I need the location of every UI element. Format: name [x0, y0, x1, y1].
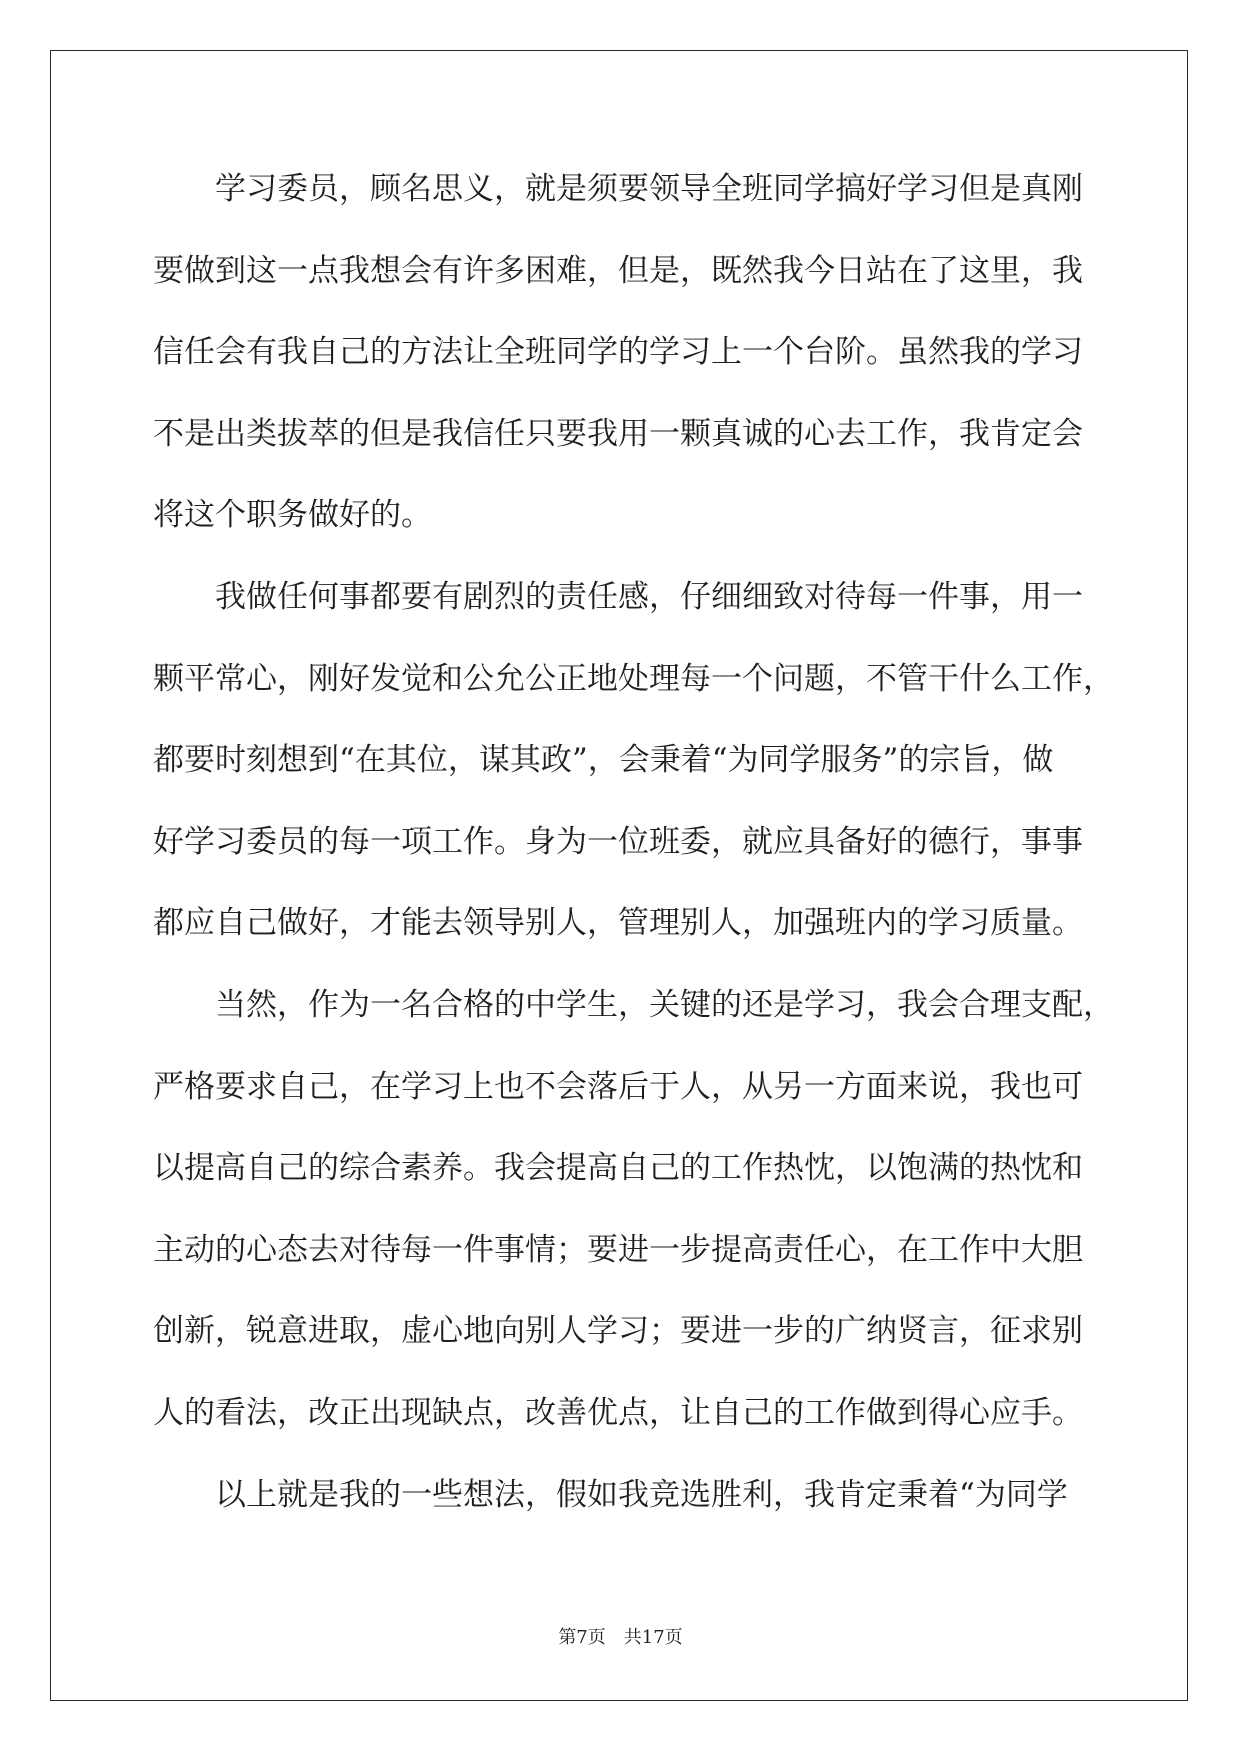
paragraph-3: [153, 965, 1114, 1455]
page-number: 第7页: [558, 1627, 606, 1648]
page-total: 共17页: [623, 1627, 683, 1648]
text-line: 严格要求自己，在学习上也不会落后于人，从另一方面来说，我也可: [153, 1068, 1083, 1105]
page-footer: [0, 1624, 1241, 1652]
text-line: 以上就是我的一些想法，假如我竞选胜利，我肯定秉着“为同学: [215, 1476, 1068, 1513]
text-line: 我做任何事都要有剧烈的责任感，仔细细致对待每一件事，用一: [215, 578, 1083, 615]
text-line: 信任会有我自己的方法让全班同学的学习上一个台阶。虽然我的学习: [153, 334, 1083, 371]
text-line: 将这个职务做好的。: [153, 497, 432, 534]
paragraph-2: [153, 557, 1114, 965]
text-line: 好学习委员的每一项工作。身为一位班委，就应具备好的德行，事事: [153, 823, 1083, 860]
text-line: 要做到这一点我想会有许多困难，但是，既然我今日站在了这里，我: [153, 252, 1083, 289]
text-line: 当然，作为一名合格的中学生，关键的还是学习，我会合理支配，: [215, 986, 1114, 1023]
text-line: 不是出类拔萃的但是我信任只要我用一颗真诚的心去工作，我肯定会: [153, 415, 1083, 452]
document-body: [153, 149, 1114, 1536]
text-line: 以提高自己的综合素养。我会提高自己的工作热忱，以饱满的热忱和: [153, 1150, 1083, 1187]
text-line: 颗平常心，刚好发觉和公允公正地处理每一个问题，不管干什么工作，: [153, 660, 1114, 697]
text-line: 创新，锐意进取，虚心地向别人学习；要进一步的广纳贤言，征求别: [153, 1313, 1083, 1350]
text-line: 主动的心态去对待每一件事情；要进一步提高责任心，在工作中大胆: [153, 1231, 1083, 1268]
paragraph-1: [153, 149, 1093, 557]
paragraph-4: [153, 1455, 1093, 1537]
text-line: 人的看法，改正出现缺点，改善优点，让自己的工作做到得心应手。: [153, 1394, 1083, 1431]
text-line: 都应自己做好，才能去领导别人，管理别人，加强班内的学习质量。: [153, 905, 1083, 942]
text-line: 都要时刻想到“在其位，谋其政”，会秉着“为同学服务”的宗旨，做: [153, 742, 1054, 779]
text-line: 学习委员，顾名思义，就是须要领导全班同学搞好学习但是真刚: [215, 171, 1083, 207]
